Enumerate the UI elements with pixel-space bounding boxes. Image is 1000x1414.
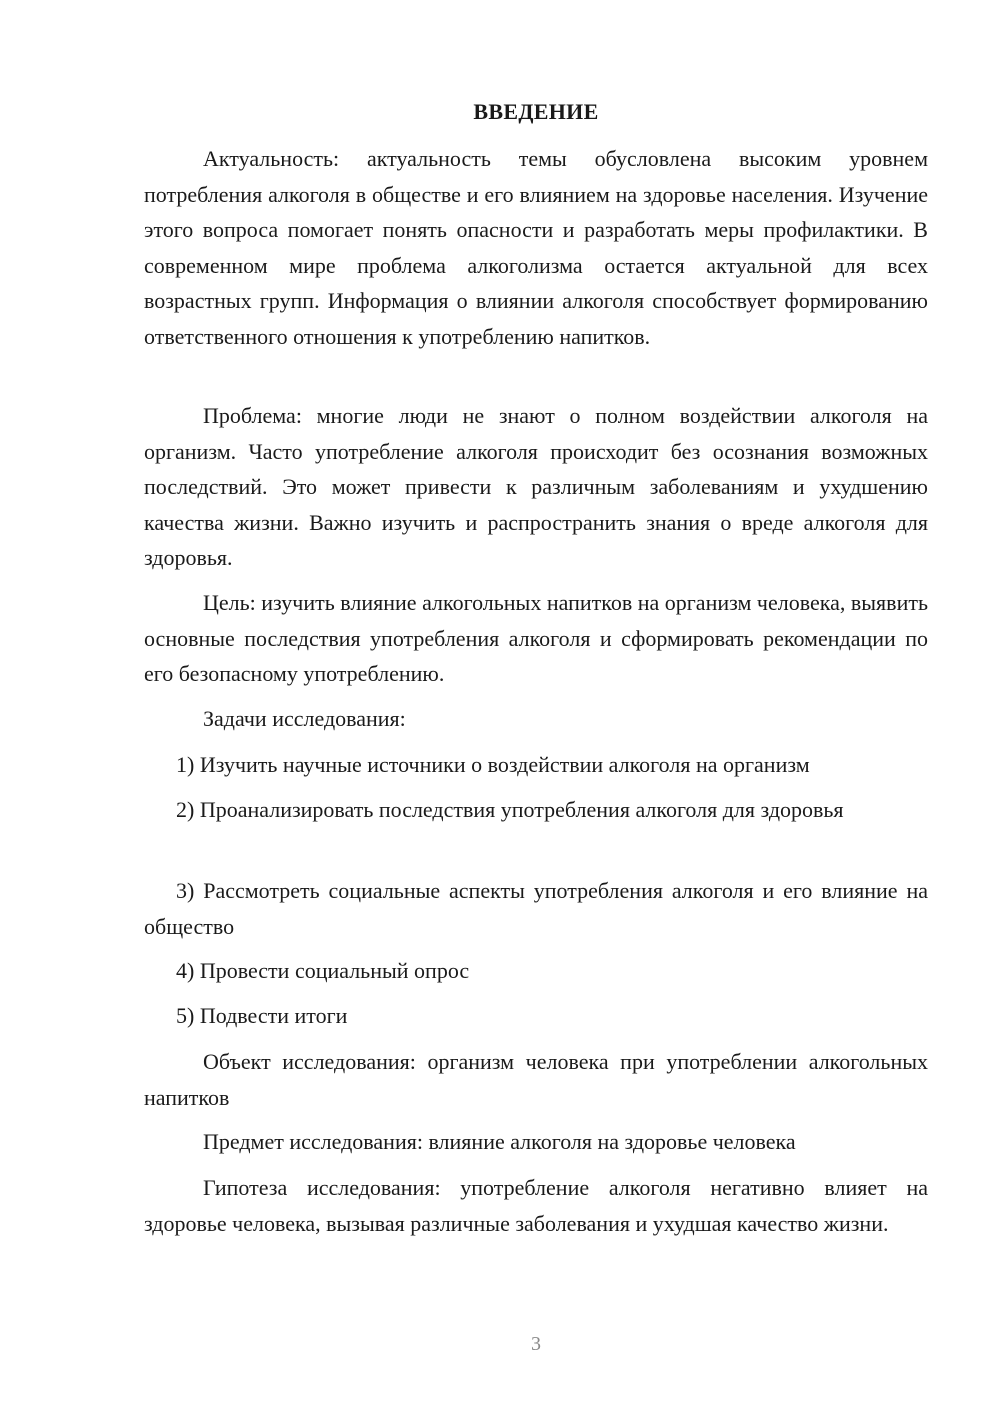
relevance-paragraph: Актуальность: актуальность темы обусловлена высоким уровнем потребления алкоголя в обществе и его влиянием на здоровье населения. Изучение этого вопроса помогает понять опасности и разработать меры профилактики. В современном мире проблема алкоголизма остается актуальной для всех возрастных групп. Информация о влиянии алкоголя способствует формированию ответственного отношения к употреблению напитков. [144,146,928,349]
task-item: 3) Рассмотреть социальные аспекты употребления алкоголя и его влияние на общество [144,878,928,939]
goal-paragraph: Цель: изучить влияние алкогольных напитков на организм человека, выявить основные последствия употребления алкоголя и сформировать рекомендации по его безопасному употреблению. [144,590,928,686]
task-item: 2) Проанализировать последствия употребления алкоголя для здоровья [176,797,844,822]
subject-paragraph: Предмет исследования: влияние алкоголя на здоровье человека [203,1129,796,1154]
tasks-heading: Задачи исследования: [203,706,406,731]
task-item: 1) Изучить научные источники о воздействии алкоголя на организм [176,752,810,777]
task-item: 4) Провести социальный опрос [176,958,470,983]
object-paragraph: Объект исследования: организм человека при употреблении алкогольных напитков [144,1049,928,1110]
hypothesis-paragraph: Гипотеза исследования: употребление алкоголя негативно влияет на здоровье человека, вызывая различные заболевания и ухудшая качество жизни. [144,1175,928,1236]
document-page [144,0,928,1414]
problem-paragraph: Проблема: многие люди не знают о полном воздействии алкоголя на организм. Часто употребление алкоголя происходит без осознания возможных последствий. Это может привести к различным заболеваниям и ухудшению качества жизни. Важно изучить и распространить знания о вреде алкоголя для здоровья. [144,403,928,570]
section-heading: ВВЕДЕНИЕ [473,99,599,124]
page-number: 3 [531,1333,541,1355]
task-item: 5) Подвести итоги [176,1003,348,1028]
